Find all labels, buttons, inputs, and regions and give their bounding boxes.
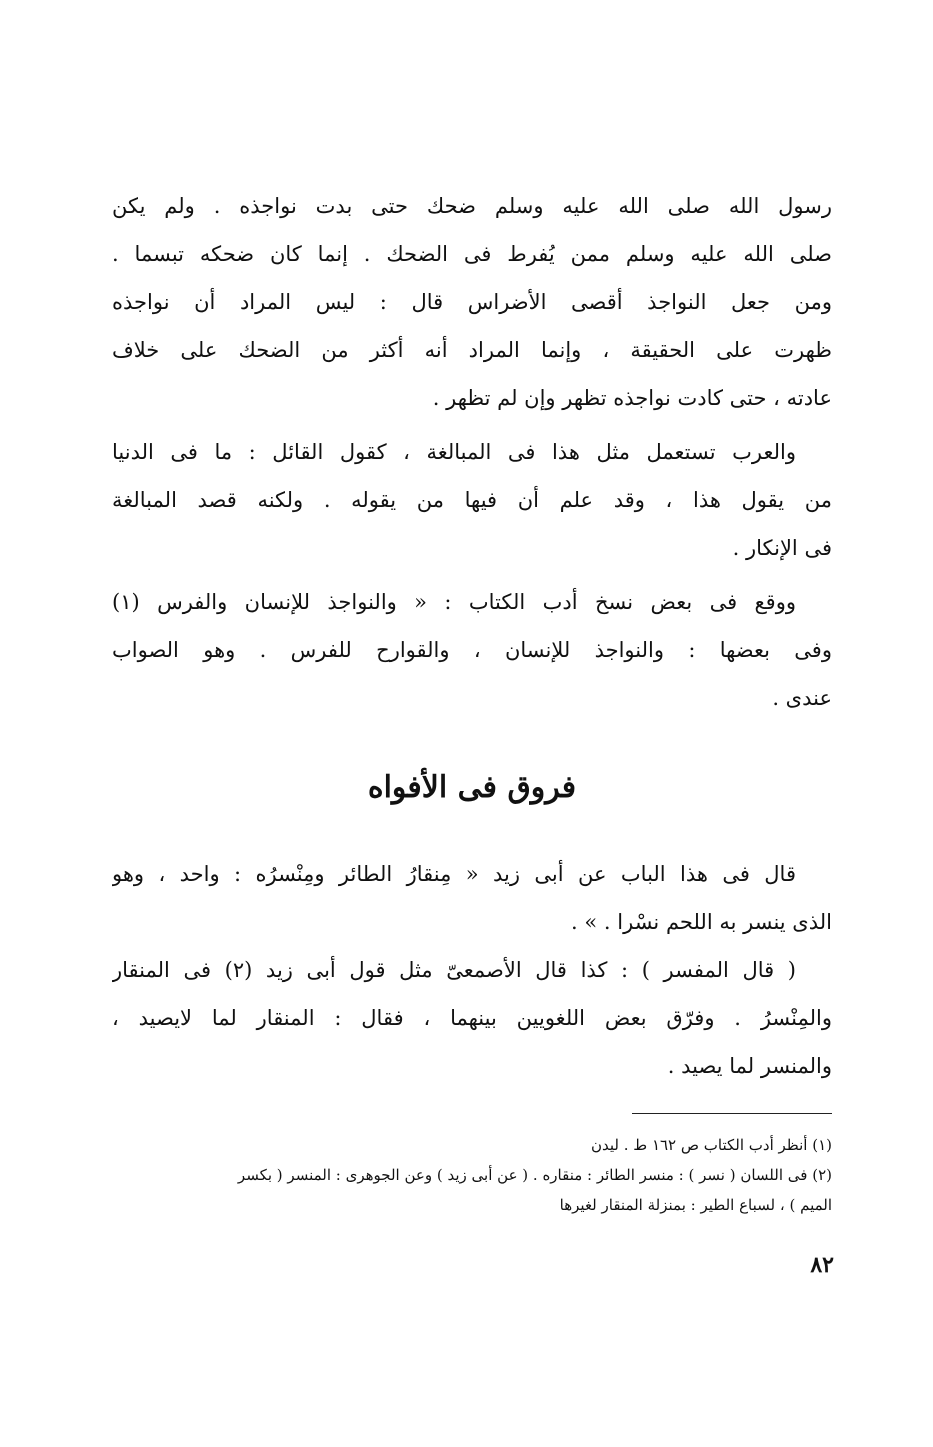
footnotes xyxy=(112,1130,832,1220)
paragraph-1 xyxy=(112,182,832,422)
section-heading: فروق فى الأفواه xyxy=(367,770,577,805)
paragraph-4 xyxy=(112,850,832,946)
text-line: رسول الله صلى الله عليه وسلم ضحك حتى بدت نواجذه . ولم يكن xyxy=(112,194,832,218)
text-line: عندى . xyxy=(772,686,832,710)
footnote-line: (١) أنظر أدب الكتاب ص ١٦٢ ط . ليدن xyxy=(591,1136,832,1154)
text-line: عادته ، حتى كادت نواجذه تظهر وإن لم تظهر . xyxy=(432,386,832,410)
text-line: وفى بعضها : والنواجذ للإنسان ، والقوارح للفرس . وهو الصواب xyxy=(112,638,832,662)
text-line: من يقول هذا ، وقد علم أن فيها من يقوله . ولكنه قصد المبالغة xyxy=(112,488,832,512)
text-line: صلى الله عليه وسلم ممن يُفرط فى الضحك . إنما كان ضحكه تبسما . xyxy=(112,242,832,266)
text-line: ووقع فى بعض نسخ أدب الكتاب : « والنواجذ للإنسان والفرس (١) xyxy=(112,590,796,614)
footnote-line: (٢) فى اللسان ( نسر ) : منسر الطائر : منقاره . ( عن أبى زيد ) وعن الجوهرى : المنسر ( بكسر xyxy=(237,1166,832,1184)
text-line: ظهرت على الحقيقة ، وإنما المراد أنه أكثر من الضحك على خلاف xyxy=(112,338,832,362)
footnote-divider xyxy=(632,1113,832,1114)
text-line: الذى ينسر به اللحم نسْرا . » . xyxy=(571,910,832,934)
footnote-line: الميم ) ، لسباع الطير : بمنزلة المنقار لغيرها xyxy=(559,1196,832,1214)
text-line: ( قال المفسر ) : كذا قال الأصمعىّ مثل قول أبى زيد (٢) فى المنقار xyxy=(112,958,796,982)
text-line: ومن جعل النواجذ أقصى الأضراس قال : ليس المراد أن نواجذه xyxy=(112,290,832,314)
paragraph-5 xyxy=(112,946,832,1090)
text-line: والعرب تستعمل مثل هذا فى المبالغة ، كقول القائل : ما فى الدنيا xyxy=(112,440,796,464)
text-line: والمِنْسرُ . وفرّق بعض اللغويين بينهما ، فقال : المنقار لما لايصيد ، xyxy=(112,1006,832,1030)
text-line: فى الإنكار . xyxy=(732,536,832,560)
paragraph-2 xyxy=(112,428,832,572)
paragraph-3 xyxy=(112,578,832,722)
page-number: ٨٢ xyxy=(810,1252,834,1278)
text-line: قال فى هذا الباب عن أبى زيد « مِنقارُ الطائر ومِنْسرُه : واحد ، وهو xyxy=(112,862,796,886)
text-line: والمنسر لما يصيد . xyxy=(667,1054,832,1078)
